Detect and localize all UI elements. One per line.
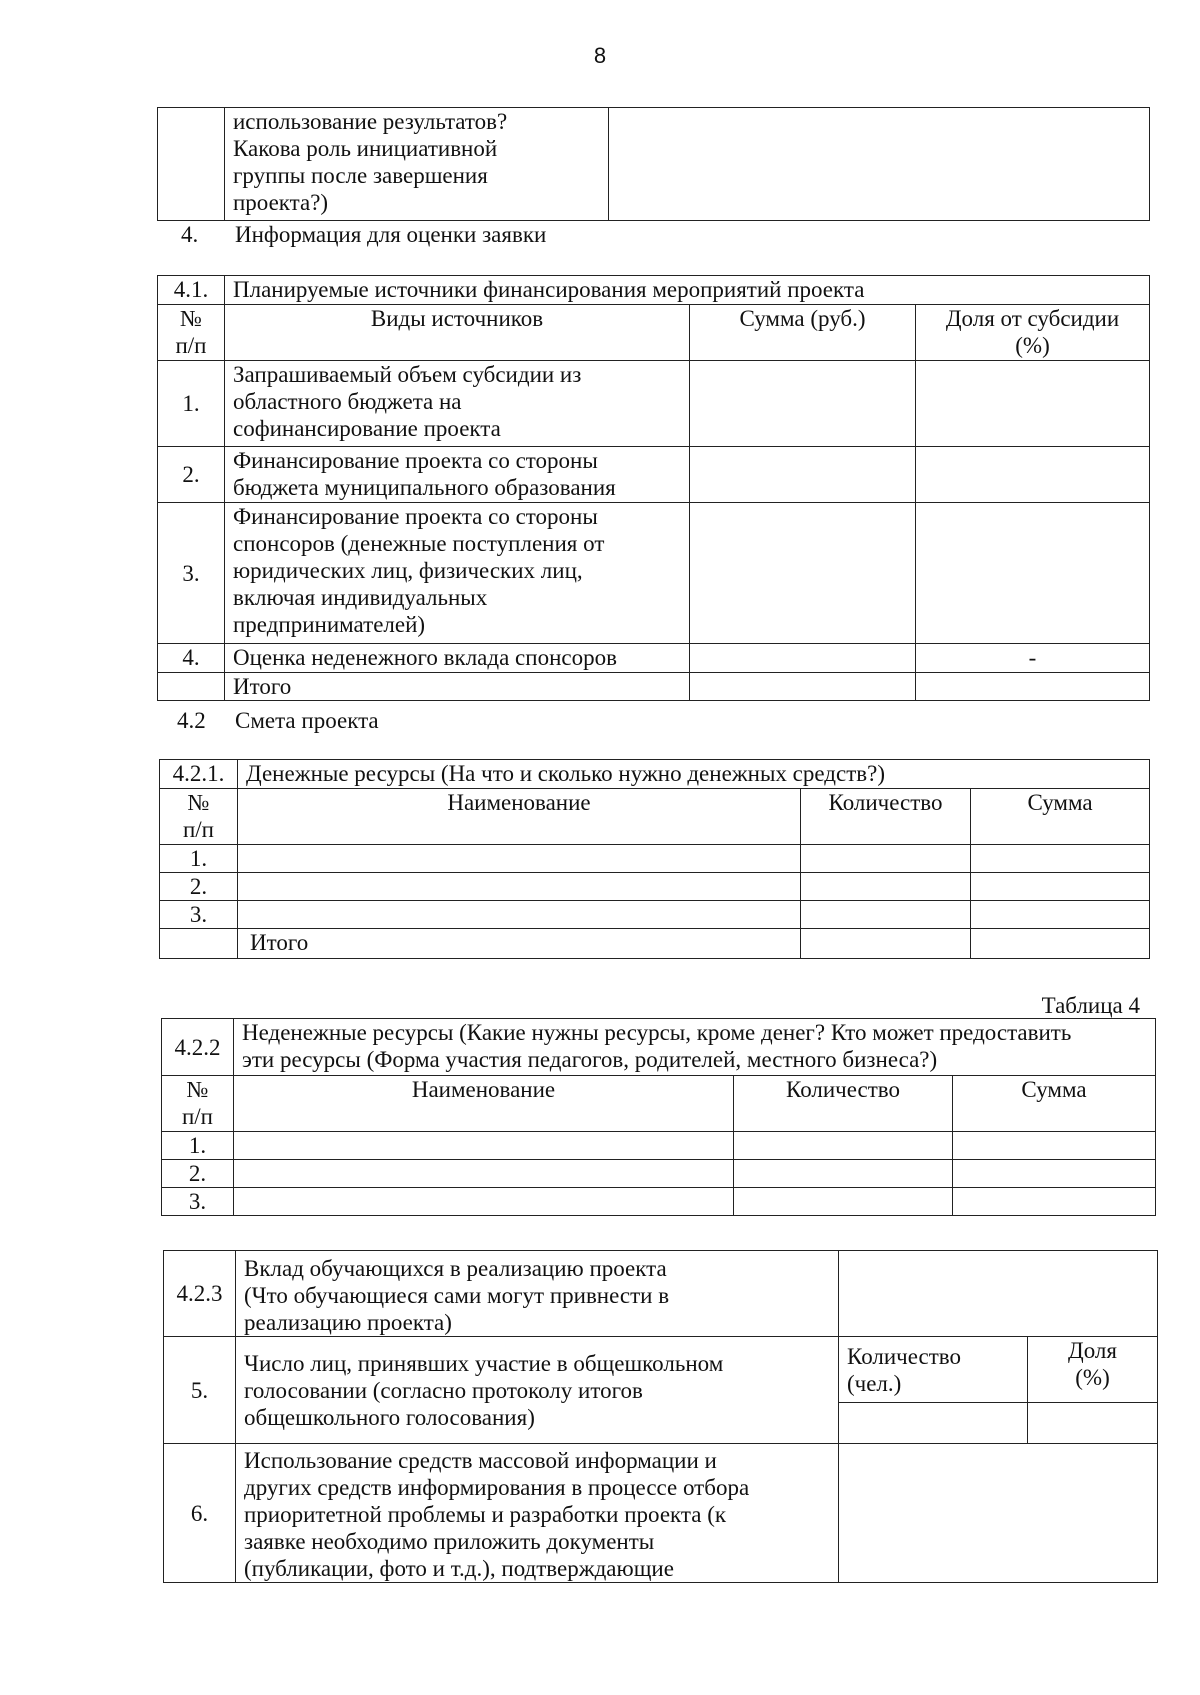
text-line: Оценка неденежного вклада спонсоров: [233, 645, 617, 670]
text-line: Вклад обучающихся в реализацию проекта: [244, 1256, 667, 1281]
row-name: [238, 901, 801, 929]
section-4-title: Информация для оценки заявки: [235, 222, 547, 247]
monetary-resources-table: [159, 759, 1150, 959]
row-num: 3.: [158, 503, 225, 644]
row-share: [916, 447, 1150, 503]
table-row: [160, 845, 1150, 873]
header-name: Наименование: [234, 1076, 734, 1132]
header-num-line: №: [186, 1077, 209, 1102]
header-num-line: №: [187, 790, 210, 815]
row-sum: [971, 873, 1150, 901]
table-4-2-2-number: 4.2.2: [162, 1019, 234, 1076]
text-line: спонсоров (денежные поступления от: [233, 531, 605, 556]
row-quantity: [734, 1188, 953, 1216]
text-line: (публикации, фото и т.д.), подтверждающие: [244, 1556, 674, 1581]
table-4-2-2-title: [234, 1019, 1156, 1076]
row-quantity: [734, 1132, 953, 1160]
row-sum: [971, 845, 1150, 873]
header-quantity: Количество: [734, 1076, 953, 1132]
total-row: [158, 673, 1150, 701]
row-num: 1.: [162, 1132, 234, 1160]
table-row: [160, 901, 1150, 929]
row-quantity: [839, 1403, 1028, 1444]
text-line: областного бюджета на: [233, 389, 462, 414]
row-name: [238, 873, 801, 901]
table-4-1-title: Планируемые источники финансирования мероприятий проекта: [225, 276, 1150, 305]
row-value: [839, 1251, 1158, 1337]
header-num: [160, 789, 238, 845]
text-line: юридических лиц, физических лиц,: [233, 558, 583, 583]
title-line: эти ресурсы (Форма участия педагогов, родителей, местного бизнеса?): [242, 1047, 938, 1072]
header-share-line: Доля от субсидии: [945, 306, 1120, 331]
text-line: проекта?): [233, 190, 329, 215]
text-line: бюджета муниципального образования: [233, 475, 616, 500]
table-row: [158, 644, 1150, 673]
row-quantity: [734, 1160, 953, 1188]
text-line: Какова роль инициативной: [233, 136, 498, 161]
table-row: [162, 1188, 1156, 1216]
header-share: [916, 305, 1150, 361]
header-share-line: (%): [1015, 333, 1050, 358]
header-num-line: №: [180, 306, 202, 331]
row-num: 2.: [162, 1160, 234, 1188]
text-line: предпринимателей): [233, 612, 426, 637]
table-row: [158, 361, 1150, 447]
table-4-1-number: 4.1.: [158, 276, 225, 305]
row-name: [234, 1160, 734, 1188]
continuation-table: [157, 107, 1150, 221]
header-share: [1028, 1337, 1158, 1403]
row-num: 1.: [160, 845, 238, 873]
continuation-value-cell: [609, 108, 1150, 221]
header-num-line: п/п: [175, 333, 207, 358]
row-quantity: [801, 901, 971, 929]
table-row: [160, 873, 1150, 901]
row-share: [1028, 1403, 1158, 1444]
text-line: реализацию проекта): [244, 1310, 452, 1335]
header-name: Наименование: [238, 789, 801, 845]
text-line: Финансирование проекта со стороны: [233, 448, 598, 473]
row-name: [234, 1132, 734, 1160]
total-sum: [971, 929, 1150, 959]
row-num: 2.: [160, 873, 238, 901]
row-share: -: [916, 644, 1150, 673]
row-sum: [690, 503, 916, 644]
text-line: голосовании (согласно протоколу итогов: [244, 1377, 643, 1403]
text-line: софинансирование проекта: [233, 416, 501, 441]
header-sum: Сумма (руб.): [690, 305, 916, 361]
table-4-2-1-title: Денежные ресурсы (На что и сколько нужно денежных средств?): [238, 760, 1150, 789]
row-num: 2.: [158, 447, 225, 503]
text-line: приоритетной проблемы и разработки проекта (к: [244, 1502, 727, 1527]
row-quantity: [801, 873, 971, 901]
total-label: Итого: [225, 673, 690, 701]
title-line: Неденежные ресурсы (Какие нужны ресурсы, кроме денег? Кто может предоставить: [242, 1020, 1072, 1045]
table-row: [158, 447, 1150, 503]
row-num: 5.: [164, 1337, 236, 1444]
header-quantity: [839, 1337, 1028, 1403]
row-num: 6.: [164, 1444, 236, 1583]
text-line: Финансирование проекта со стороны: [233, 504, 598, 529]
table-4-label: Таблица 4: [1041, 993, 1140, 1018]
row-text: [225, 447, 690, 503]
row-share: [916, 361, 1150, 447]
row-num: 3.: [160, 901, 238, 929]
text-line: Запрашиваемый объем субсидии из: [233, 362, 582, 387]
row-text: [225, 361, 690, 447]
row-name: [238, 845, 801, 873]
text-line: группы после завершения: [233, 163, 488, 188]
row-sum: [690, 644, 916, 673]
total-sum: [690, 673, 916, 701]
row-num: 3.: [162, 1188, 234, 1216]
row-sum: [690, 361, 916, 447]
table-row: [162, 1160, 1156, 1188]
row-sum: [690, 447, 916, 503]
text-line: общешкольного голосования): [244, 1404, 535, 1430]
total-num: [160, 929, 238, 959]
table-4-2-1-number: 4.2.1.: [160, 760, 238, 789]
header-num-line: п/п: [181, 1104, 213, 1129]
row-name: [234, 1188, 734, 1216]
text-line: использование результатов?: [233, 109, 508, 134]
header-quantity-line: Количество: [847, 1344, 961, 1369]
total-quantity: [801, 929, 971, 959]
section-4-number: 4.: [181, 222, 199, 247]
header-share-line: Доля: [1068, 1338, 1117, 1363]
row-text: [236, 1444, 839, 1583]
text-line: (Что обучающиеся сами могут привнести в: [244, 1283, 670, 1308]
text-line: других средств информирования в процессе отбора: [244, 1475, 750, 1500]
row-text: [236, 1337, 839, 1444]
header-num: [162, 1076, 234, 1132]
non-monetary-resources-table: [161, 1018, 1156, 1216]
row-quantity: [801, 845, 971, 873]
total-row: [160, 929, 1150, 959]
table-row: [162, 1132, 1156, 1160]
row-text: [225, 644, 690, 673]
section-4-2-number: 4.2: [177, 708, 206, 733]
row-sum: [953, 1188, 1156, 1216]
text-line: Число лиц, принявших участие в общешкольном: [244, 1350, 724, 1376]
row-num: 4.: [158, 644, 225, 673]
table-row: [164, 1444, 1158, 1583]
table-row: [164, 1337, 1158, 1403]
row-sum: [953, 1132, 1156, 1160]
row-sum: [953, 1160, 1156, 1188]
student-contribution-table: [163, 1250, 1158, 1583]
text-line: заявке необходимо приложить документы: [244, 1529, 655, 1554]
table-row: [164, 1251, 1158, 1337]
page-number: 8: [593, 43, 607, 68]
header-num: [158, 305, 225, 361]
row-text: [236, 1251, 839, 1337]
continuation-num-cell: [158, 108, 225, 221]
header-sum: Сумма: [971, 789, 1150, 845]
section-4-2-title: Смета проекта: [235, 708, 379, 733]
funding-sources-table: [157, 275, 1150, 701]
row-value: [839, 1444, 1158, 1583]
total-num: [158, 673, 225, 701]
row-share: [916, 503, 1150, 644]
text-line: Использование средств массовой информации и: [244, 1448, 717, 1473]
continuation-text-cell: [225, 108, 609, 221]
header-sum: Сумма: [953, 1076, 1156, 1132]
header-quantity-line: (чел.): [847, 1371, 902, 1396]
header-num-line: п/п: [182, 817, 214, 842]
row-num: 1.: [158, 361, 225, 447]
total-label: Итого: [238, 929, 801, 959]
row-text: [225, 503, 690, 644]
header-source-type: Виды источников: [225, 305, 690, 361]
table-row: [158, 503, 1150, 644]
row-num: 4.2.3: [164, 1251, 236, 1337]
row-sum: [971, 901, 1150, 929]
text-line: включая индивидуальных: [233, 585, 488, 610]
header-quantity: Количество: [801, 789, 971, 845]
header-share-line: (%): [1075, 1365, 1110, 1390]
total-share: [916, 673, 1150, 701]
